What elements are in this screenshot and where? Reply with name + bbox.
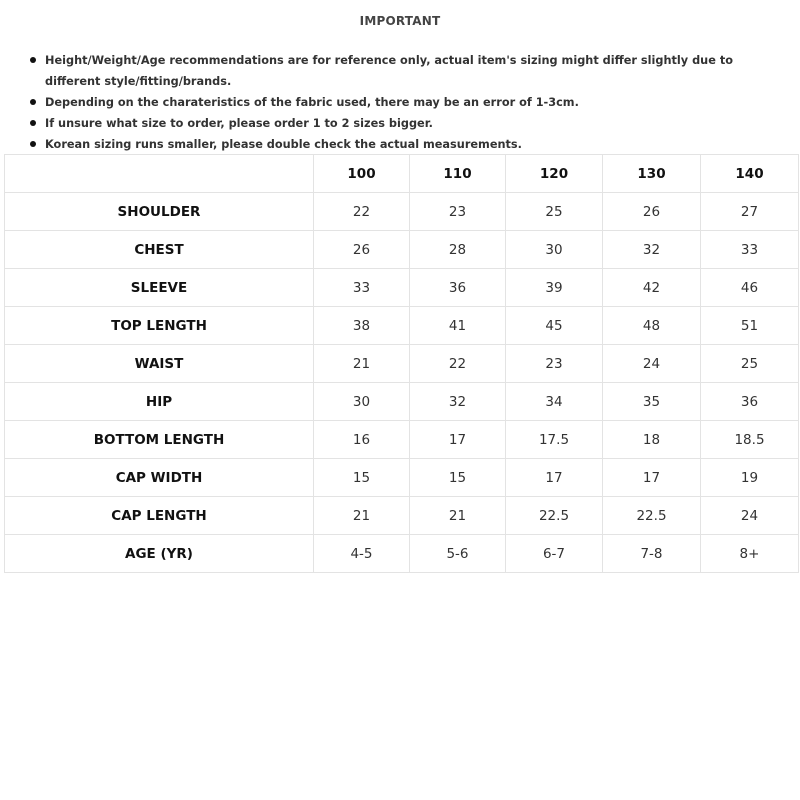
row-label: CHEST <box>5 231 314 269</box>
table-row <box>5 231 799 269</box>
table-cell: 15 <box>314 459 410 497</box>
size-header: 100 <box>314 155 410 193</box>
table-row <box>5 497 799 535</box>
table-cell: 24 <box>603 345 701 383</box>
note-text: Depending on the charateristics of the fabric used, there may be an error of 1-3cm. <box>45 96 579 109</box>
bullet-icon <box>30 57 36 63</box>
row-label: WAIST <box>5 345 314 383</box>
table-cell: 26 <box>603 193 701 231</box>
row-label: SLEEVE <box>5 269 314 307</box>
table-row <box>5 269 799 307</box>
table-cell: 17.5 <box>506 421 603 459</box>
table-cell: 27 <box>701 193 799 231</box>
table-row <box>5 535 799 573</box>
table-row <box>5 421 799 459</box>
note-item <box>28 50 748 92</box>
table-cell: 32 <box>410 383 506 421</box>
table-cell: 23 <box>410 193 506 231</box>
table-cell: 21 <box>314 497 410 535</box>
table-cell: 51 <box>701 307 799 345</box>
table-cell: 48 <box>603 307 701 345</box>
table-cell: 32 <box>603 231 701 269</box>
table-row <box>5 345 799 383</box>
table-cell: 17 <box>410 421 506 459</box>
table-cell: 35 <box>603 383 701 421</box>
table-cell: 34 <box>506 383 603 421</box>
table-cell: 6-7 <box>506 535 603 573</box>
bullet-icon <box>30 141 36 147</box>
table-cell: 46 <box>701 269 799 307</box>
table-cell: 17 <box>603 459 701 497</box>
page-title: IMPORTANT <box>359 14 441 28</box>
bullet-icon <box>30 99 36 105</box>
size-chart-table <box>4 154 799 573</box>
header-corner-cell <box>5 155 314 193</box>
row-label: AGE (YR) <box>5 535 314 573</box>
table-cell: 24 <box>701 497 799 535</box>
size-header: 130 <box>603 155 701 193</box>
table-cell: 26 <box>314 231 410 269</box>
table-row <box>5 459 799 497</box>
table-cell: 25 <box>701 345 799 383</box>
note-text: Height/Weight/Age recommendations are for reference only, actual item's sizing might differ slightly due to different style/fitting/brands. <box>45 54 733 88</box>
size-header: 120 <box>506 155 603 193</box>
table-cell: 17 <box>506 459 603 497</box>
row-label: SHOULDER <box>5 193 314 231</box>
table-cell: 39 <box>506 269 603 307</box>
table-row <box>5 193 799 231</box>
note-text: Korean sizing runs smaller, please double check the actual measurements. <box>45 138 522 151</box>
table-cell: 16 <box>314 421 410 459</box>
table-cell: 5-6 <box>410 535 506 573</box>
row-label: CAP LENGTH <box>5 497 314 535</box>
table-cell: 18 <box>603 421 701 459</box>
table-cell: 41 <box>410 307 506 345</box>
table-cell: 21 <box>314 345 410 383</box>
table-cell: 28 <box>410 231 506 269</box>
note-text: If unsure what size to order, please order 1 to 2 sizes bigger. <box>45 117 433 130</box>
table-cell: 36 <box>701 383 799 421</box>
table-cell: 30 <box>506 231 603 269</box>
table-cell: 8+ <box>701 535 799 573</box>
bullet-icon <box>30 120 36 126</box>
row-label: HIP <box>5 383 314 421</box>
table-cell: 19 <box>701 459 799 497</box>
table-header-row <box>5 155 799 193</box>
notes-list <box>28 50 748 155</box>
table-cell: 21 <box>410 497 506 535</box>
table-cell: 45 <box>506 307 603 345</box>
table-cell: 22.5 <box>603 497 701 535</box>
table-cell: 38 <box>314 307 410 345</box>
row-label: BOTTOM LENGTH <box>5 421 314 459</box>
table-cell: 22 <box>314 193 410 231</box>
table-cell: 33 <box>314 269 410 307</box>
size-header: 140 <box>701 155 799 193</box>
table-cell: 25 <box>506 193 603 231</box>
table-cell: 7-8 <box>603 535 701 573</box>
table-cell: 33 <box>701 231 799 269</box>
table-cell: 15 <box>410 459 506 497</box>
row-label: CAP WIDTH <box>5 459 314 497</box>
table-row <box>5 307 799 345</box>
table-cell: 22 <box>410 345 506 383</box>
table-cell: 22.5 <box>506 497 603 535</box>
table-cell: 30 <box>314 383 410 421</box>
table-cell: 36 <box>410 269 506 307</box>
row-label: TOP LENGTH <box>5 307 314 345</box>
table-row <box>5 383 799 421</box>
note-item <box>28 92 748 113</box>
note-item <box>28 134 748 155</box>
note-item <box>28 113 748 134</box>
table-cell: 4-5 <box>314 535 410 573</box>
table-cell: 18.5 <box>701 421 799 459</box>
size-header: 110 <box>410 155 506 193</box>
table-cell: 23 <box>506 345 603 383</box>
table-cell: 42 <box>603 269 701 307</box>
